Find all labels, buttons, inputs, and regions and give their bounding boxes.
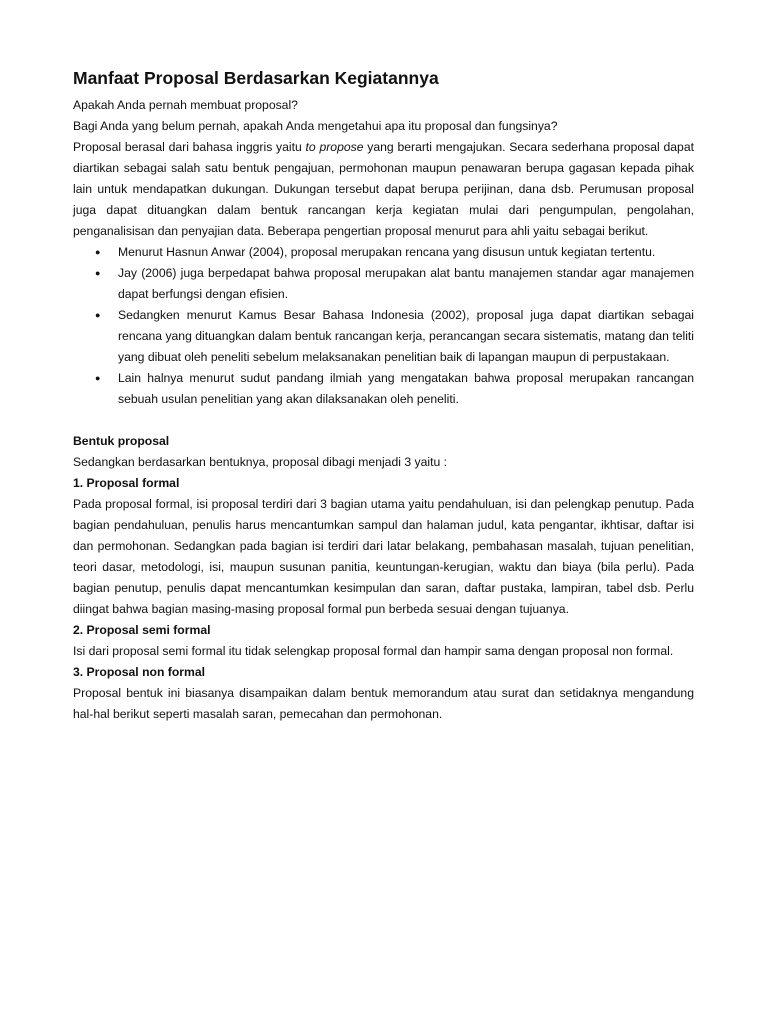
list-item-text: Jay (2006) juga berpedapat bahwa proposal merupakan alat bantu manajemen standar agar manajemen dapat berfungsi dengan efisien. bbox=[118, 266, 694, 301]
intro-question-1: Apakah Anda pernah membuat proposal? bbox=[73, 98, 298, 112]
section-intro: Sedangkan berdasarkan bentuknya, proposal dibagi menjadi 3 yaitu : bbox=[73, 455, 448, 469]
document-title: Manfaat Proposal Berdasarkan Kegiatannya bbox=[73, 68, 439, 88]
type-text-non-formal: Proposal bentuk ini biasanya disampaikan dalam bentuk memorandum atau surat dan setidaknya mengandung hal-hal berikut seperti masalah saran, pemecahan dan permohonan. bbox=[73, 686, 694, 721]
bullet-icon: ● bbox=[95, 247, 101, 257]
bullet-icon: ● bbox=[95, 268, 101, 278]
list-item bbox=[73, 305, 694, 368]
definition-paragraph bbox=[73, 137, 694, 242]
bullet-icon: ● bbox=[95, 310, 101, 320]
definition-italic-term: to propose bbox=[305, 140, 364, 154]
expert-definitions-list bbox=[73, 242, 694, 410]
list-item-text: Sedangken menurut Kamus Besar Bahasa Indonesia (2002), proposal juga dapat diartikan sebagai rencana yang dituangkan dalam bentuk rancangan kerja, perancangan secara sistematis, matang dan teliti yang dibuat oleh peneliti sebelum melaksanakan penelitian baik di lapangan maupun di perpustakaan. bbox=[118, 308, 694, 364]
type-heading-formal: 1. Proposal formal bbox=[73, 476, 180, 490]
list-item bbox=[73, 263, 694, 305]
list-item bbox=[73, 242, 694, 263]
list-item bbox=[73, 368, 694, 410]
list-item-text: Lain halnya menurut sudut pandang ilmiah yang mengatakan bahwa proposal merupakan rancangan sebuah usulan penelitian yang akan dilaksanakan oleh peneliti. bbox=[118, 371, 694, 406]
type-text-formal: Pada proposal formal, isi proposal terdiri dari 3 bagian utama yaitu pendahuluan, isi dan pelengkap penutup. Pada bagian pendahuluan, penulis harus mencantumkan sampul dan halaman judul, kata pengantar, ikhtisar, daftar isi dan permohonan. Sedangkan pada bagian isi terdiri dari latar belakang, pembahasan masalah, tujuan penelitian, teori dasar, metodologi, isi, maupun susunan panitia, keuntungan-kerugian, waktu dan biaya (bila perlu). Pada bagian penutup, penulis dapat mencantumkan kesimpulan dan saran, daftar pustaka, lampiran, tabel dsb. Perlu diingat bahwa bagian masing-masing proposal formal pun berbeda sesuai dengan tujuanya. bbox=[73, 497, 694, 616]
type-heading-semi-formal: 2. Proposal semi formal bbox=[73, 623, 211, 637]
section-heading: Bentuk proposal bbox=[73, 434, 170, 448]
type-text-semi-formal: Isi dari proposal semi formal itu tidak selengkap proposal formal dan hampir sama dengan proposal non formal. bbox=[73, 644, 674, 658]
definition-text-start: Proposal berasal dari bahasa inggris yaitu bbox=[73, 140, 306, 154]
type-heading-non-formal: 3. Proposal non formal bbox=[73, 665, 206, 679]
section-spacer bbox=[73, 410, 694, 431]
document-body bbox=[73, 66, 694, 725]
bullet-icon: ● bbox=[95, 373, 101, 383]
intro-question-2: Bagi Anda yang belum pernah, apakah Anda mengetahui apa itu proposal dan fungsinya? bbox=[73, 119, 558, 133]
definition-text-rest: yang berarti mengajukan. Secara sederhana proposal dapat diartikan sebagai salah satu bentuk pengajuan, permohonan maupun penawaran berupa gagasan kepada pihak lain untuk mendapatkan dukungan. Dukungan tersebut dapat berupa perijinan, dana dsb. Perumusan proposal juga dapat dituangkan dalam bentuk rancangan kerja kegiatan mulai dari pengumpulan, pengolahan, penganalisisan dan penyajian data. Beberapa pengertian proposal menurut para ahli yaitu sebagai berikut. bbox=[73, 140, 695, 238]
list-item-text: Menurut Hasnun Anwar (2004), proposal merupakan rencana yang disusun untuk kegiatan tertentu. bbox=[118, 245, 656, 259]
